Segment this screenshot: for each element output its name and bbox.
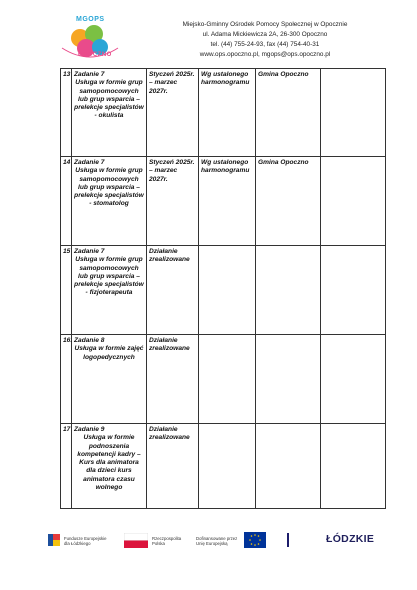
address-line: tel. (44) 755-24-93, fax (44) 754-40-31	[210, 41, 320, 48]
eu-label-1: Dofinansowane przez	[196, 536, 238, 541]
task-description	[72, 335, 147, 424]
page-header	[0, 0, 417, 68]
task-place: Gmina Opoczno	[256, 69, 321, 157]
task-place: Gmina Opoczno	[256, 157, 321, 246]
logo-text-top: MGOPS	[76, 16, 105, 23]
polish-flag-icon	[124, 533, 148, 548]
eu-flag-icon	[244, 532, 266, 548]
address-line: www.ops.opoczno.pl, mgops@ops.opoczno.pl	[199, 51, 331, 58]
task-basis	[199, 424, 256, 509]
task-description	[72, 69, 147, 157]
task-title: Zadanie 7	[74, 71, 105, 78]
institution-address	[140, 20, 390, 60]
table-row	[61, 424, 386, 509]
empty-cell	[321, 424, 386, 509]
task-basis	[199, 246, 256, 335]
task-term: Styczeń 2025r. – marzec 2027r.	[147, 69, 199, 157]
task-body: Usługa w formie zajęć logopedycznych	[74, 345, 144, 361]
task-place	[256, 246, 321, 335]
funding-footer	[0, 524, 417, 564]
empty-cell	[321, 69, 386, 157]
eu-label-2: Unię Europejską	[196, 541, 228, 546]
schedule-table	[60, 68, 386, 509]
row-number: 17	[61, 424, 72, 509]
task-description	[72, 424, 147, 509]
task-title: Zadanie 7	[74, 248, 105, 255]
table-row	[61, 157, 386, 246]
empty-cell	[321, 335, 386, 424]
table-row	[61, 69, 386, 157]
task-title: Zadanie 9	[74, 426, 105, 433]
task-basis: Wg ustalonego harmonogramu	[199, 157, 256, 246]
row-number: 15	[61, 246, 72, 335]
task-term: Działanie zrealizowane	[147, 424, 199, 509]
table-row	[61, 335, 386, 424]
task-basis: Wg ustalonego harmonogramu	[199, 69, 256, 157]
empty-cell	[321, 246, 386, 335]
address-line: Miejsko-Gminny Ośrodek Pomocy Społecznej w Opocznie	[182, 21, 348, 28]
address-line: ul. Adama Mickiewicza 2A, 26-300 Opoczno	[202, 31, 328, 38]
task-title: Zadanie 8	[74, 337, 105, 344]
fe-label-2: dla Łódzkiego	[64, 541, 91, 546]
logo-text-bottom: OPOCZNO	[78, 52, 112, 58]
row-number: 16.	[61, 335, 72, 424]
task-basis	[199, 335, 256, 424]
task-body: Usługa w formie grup samopomocowych lub grup wsparcia – prelekcje specjalistów - stomatolog	[74, 167, 144, 208]
rp-label-2: Polska	[152, 541, 165, 546]
task-description	[72, 157, 147, 246]
task-description	[72, 246, 147, 335]
lodzkie-emblem-icon	[284, 533, 292, 547]
task-body: Usługa w formie grup samopomocowych lub grup wsparcia – prelekcje specjalistów - okulista	[74, 79, 144, 120]
table-row	[61, 246, 386, 335]
task-place	[256, 335, 321, 424]
task-term: Działanie zrealizowane	[147, 335, 199, 424]
task-body: Usługa w formie grup samopomocowych lub grup wsparcia – prelekcje specjalistów - fizjoterapeuta	[74, 256, 144, 297]
row-number: 14	[61, 157, 72, 246]
empty-cell	[321, 157, 386, 246]
rp-label-1: Rzeczpospolita	[152, 536, 182, 541]
task-body: Usługa w formie podnoszenia kompetencji kadry – Kurs dla animatora dla dzieci kurs animatora czasu wolnego	[77, 434, 141, 492]
fundusze-europejskie-logo	[47, 533, 61, 547]
lodzkie-logo: ŁÓDZKIE	[326, 533, 375, 545]
fe-label-1: Fundusze Europejskie	[64, 536, 107, 541]
task-place	[256, 424, 321, 509]
task-term: Działanie zrealizowane	[147, 246, 199, 335]
task-title: Zadanie 7	[74, 159, 105, 166]
row-number: 13	[61, 69, 72, 157]
task-term: Styczeń 2025r. – marzec 2027r.	[147, 157, 199, 246]
